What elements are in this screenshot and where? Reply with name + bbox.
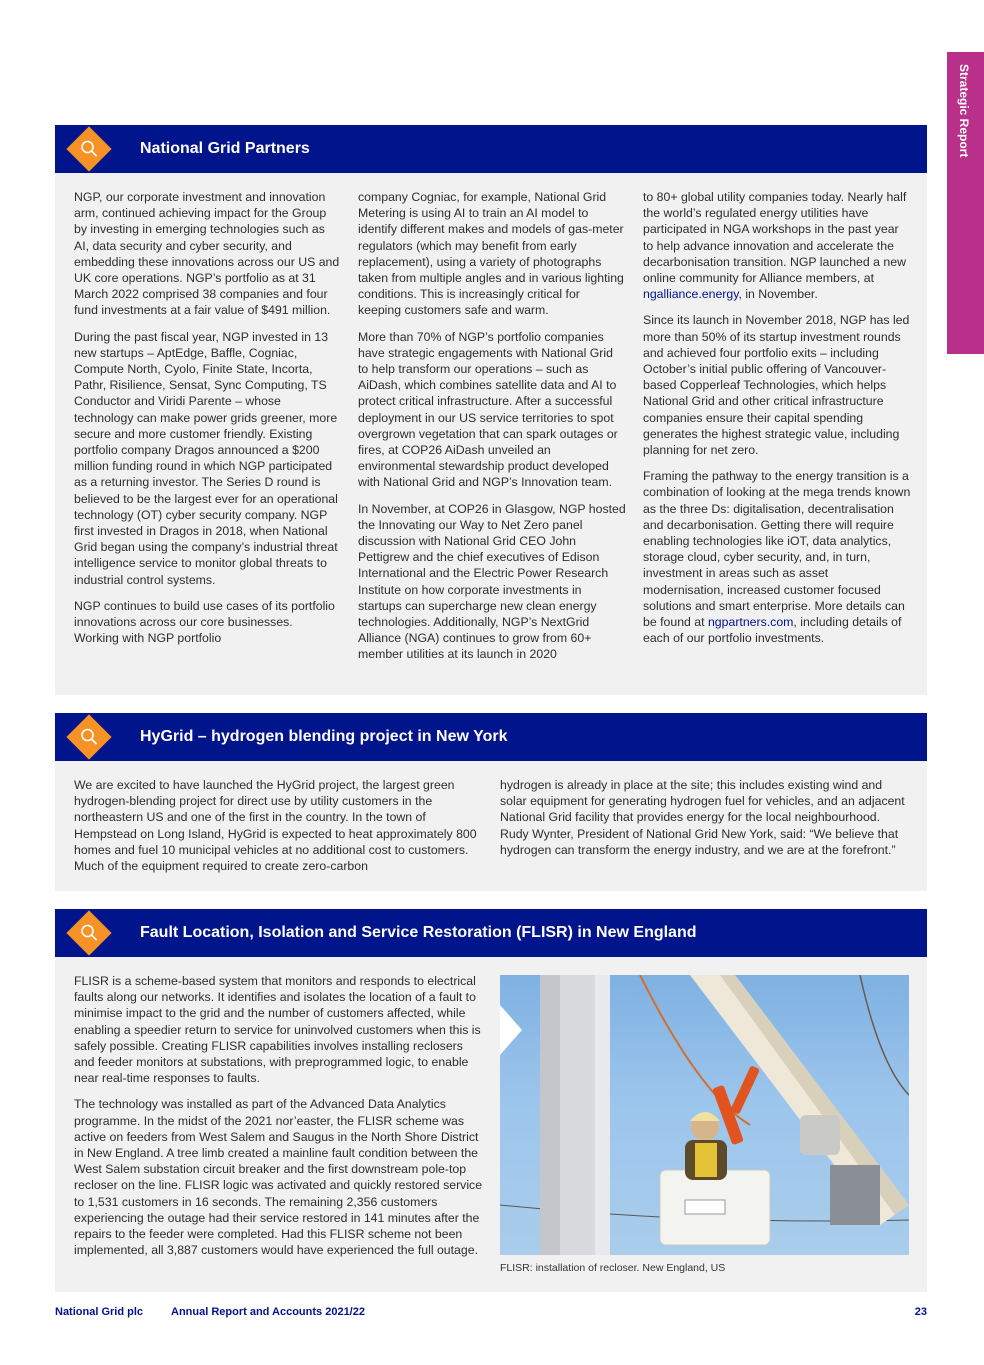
- footer-company: National Grid plc: [55, 1306, 144, 1318]
- lineman-photo: [500, 975, 909, 1255]
- side-tab-label: Strategic Report: [957, 64, 971, 158]
- paragraph: During the past fiscal year, NGP invested in 13 new startups – AptEdge, Baffle, Cogniac, Compute North, Cyolo, Finite State, Incorta, Pathr, Risilience, Sensat, Sync Computing, TS Conductor and Viridi Parente – whose technology can make power grids greener, more secure and more customer friendly. Existing portfolio company Dragos announced a $200 million funding round in which NGP participated as a returning investor. The Series D round is believed to be the largest ever for an operational technology (OT) cyber security company. NGP first invested in Dragos in 2018, when National Grid began using the company’s industrial threat intelligence service to monitor global threats to industrial control systems.: [74, 329, 338, 587]
- paragraph: hydrogen is already in place at the site; this includes existing wind and solar equipment for generating hydrogen fuel for vehicles, and an adjacent National Grid facility that provides energy for the local neighbourhood. Rudy Wynter, President of National Grid New York, said: “We believe that hydrogen can transform the energy industry, and we are at the forefront.”: [500, 778, 905, 857]
- magnifier-icon: [73, 721, 105, 753]
- magnifier-icon: [73, 917, 105, 949]
- footer-report-title: Annual Report and Accounts 2021/22: [171, 1306, 365, 1318]
- paragraph: [643, 189, 911, 302]
- text: to 80+ global utility companies today. Nearly half the world’s regulated energy utilities have participated in NGA workshops in the past year to help advance innovation and accelerate the decarbonisation transition. NGP launched a new online community for Alliance members, at: [643, 190, 907, 286]
- paragraph: NGP continues to build use cases of its portfolio innovations across our core businesses. Working with NGP portfolio: [74, 598, 335, 646]
- paragraph: In November, at COP26 in Glasgow, NGP hosted the Innovating our Way to Net Zero panel discussion with National Grid CEO John Pettigrew and the chief executives of Edison International and the Electric Power Research Institute on how corporate investments in startups can supercharge new clean energy technologies. Additionally, NGP’s NextGrid Alliance (NGA) continues to grow from 60+ member utilities at its launch in 2020: [358, 501, 626, 662]
- page-number: 23: [914, 1306, 927, 1318]
- paragraph: FLISR is a scheme-based system that monitors and responds to electrical faults along our networks. It identifies and isolates the location of a fault to minimise impact to the grid and the number of customers affected, while enabling a speedier return to service for uninvolved customers when this is safely possible. Creating FLISR capabilities involves installing reclosers and feeder monitors at substations, with preprogrammed logic, to enable near real-time responses to faults.: [74, 974, 481, 1086]
- section-title: National Grid Partners: [140, 140, 310, 157]
- section-header: [55, 713, 927, 761]
- paragraph: company Cogniac, for example, National Grid Metering is using AI to train an AI model to identify different makes and models of gas-meter regulators (which may benefit from early replacement), using a variety of photographs taken from multiple angles and in various lighting conditions. This is increasingly critical for keeping customers safe and warm.: [358, 190, 624, 318]
- paragraph: [643, 468, 911, 646]
- text: , including details of each of our portfolio investments.: [643, 615, 902, 646]
- paragraph: More than 70% of NGP’s portfolio companies have strategic engagements with National Grid to help transform our operations – such as AiDash, which combines satellite data and AI to protect critical infrastructure. After a successful deployment in our US service territories to spot overgrown vegetation that can spark outages or fires, at COP26 AiDash unveiled an environmental stewardship product developed with National Grid and NGP’s Innovation team.: [358, 329, 618, 490]
- paragraph: We are excited to have launched the HyGrid project, the largest green hydrogen-blending project for direct use by utility customers in the northeastern US and one of the first in the country. In the town of Hempstead on Long Island, HyGrid is expected to heat approximately 800 homes and fuel 10 municipal vehicles at no additional cost to customers. Much of the equipment required to create zero-carbon: [74, 778, 477, 874]
- page-footer: [55, 1306, 927, 1326]
- section-header: [55, 909, 927, 957]
- text: Framing the pathway to the energy transition is a combination of looking at the mega trends known as the three Ds: digitalisation, decentralisation and decarbonisation. Getting there will require enabling technologies like iOT, data analytics, storage cloud, cyber security, and, in turn, investment in areas such as asset modernisation, increased customer focused solutions and smart enterprise. More details can be found at: [643, 469, 911, 630]
- paragraph: NGP, our corporate investment and innovation arm, continued achieving impact for the Group by investing in emerging technologies such as AI, data security and cyber security, and embedding these innovations across our US and UK core operations. NGP’s portfolio as at 31 March 2022 comprised 38 companies and four fund investments at a fair value of $491 million.: [74, 190, 340, 318]
- side-tab[interactable]: [947, 52, 984, 354]
- section-title: HyGrid – hydrogen blending project in New York: [140, 728, 508, 745]
- section-title: Fault Location, Isolation and Service Restoration (FLISR) in New England: [140, 924, 697, 941]
- section-hygrid: [55, 713, 927, 891]
- ngpartners-link[interactable]: ngpartners.com: [707, 615, 794, 630]
- photo-caption: FLISR: installation of recloser. New England, US: [500, 1262, 726, 1274]
- section-header: [55, 125, 927, 173]
- section-national-grid-partners: [55, 125, 927, 695]
- photo-illustration: [500, 975, 909, 1255]
- text: , in November.: [738, 287, 818, 302]
- paragraph: The technology was installed as part of the Advanced Data Analytics programme. In the midst of the 2021 nor’easter, the FLISR scheme was active on feeders from West Salem and Saugus in the North Shore District in New England. A tree limb created a mainline fault condition between the West Salem substation circuit breaker and the first downstream pole-top recloser on the line. FLISR logic was activated and quickly restored service to 1,531 customers in 16 seconds. The remaining 2,356 customers experiencing the outage had their service restored in 141 minutes after the repairs to the feeder were completed. Had this FLISR scheme not been implemented, all 3,887 customers would have experienced the full outage.: [74, 1097, 483, 1258]
- magnifier-icon: [73, 133, 105, 165]
- section-flisr: [55, 909, 927, 1292]
- paragraph: Since its launch in November 2018, NGP has led more than 50% of its startup investment rounds and achieved four portfolio exits – including October’s initial public offering of Vancouver-based Copperleaf Technologies, which helps National Grid and other critical infrastructure companies ensure their capital spending generates the highest strategic value, including planning for net zero.: [643, 313, 910, 458]
- ngalliance-link[interactable]: ngalliance.energy: [643, 287, 739, 302]
